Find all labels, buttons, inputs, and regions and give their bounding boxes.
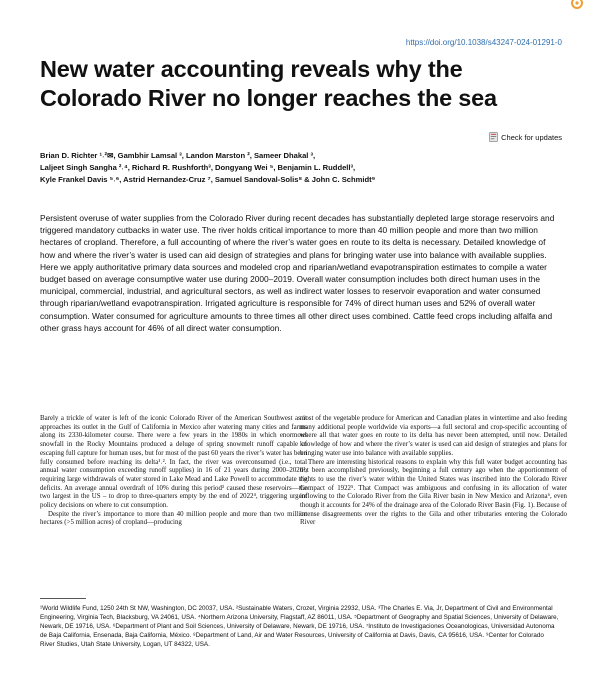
author-line: Brian D. Richter ¹˒²✉, Gambhir Lamsal ³, Landon Marston ², Sameer Dhakal ³, <box>40 151 316 160</box>
check-updates-label: Check for updates <box>501 132 562 142</box>
abstract: Persistent overuse of water supplies from the Colorado River during recent decades has substantially depleted large storage reservoirs and triggered mandatory cutbacks in water use. The river holds critical importance to more than 40 million people and more than two million hectares of cropland. Therefore, a full accounting of where the river’s water goes en route to its delta is necessary. Detailed knowledge of how and where the river’s water is used can aid design of strategies and plans for bringing water use into balance with available supplies. Here we apply authoritative primary data sources and modeled crop and riparian/wetland evapotranspiration estimates to compile a water budget based on average consumptive water use during 2000–2019. Overall water consumption includes both direct human uses in the municipal, commercial, industrial, and agricultural sectors, as well as indirect water losses to reservoir evaporation and water consumed through riparian/wetland evapotranspiration. Irrigated agriculture is responsible for 74% of direct human uses and 52% of overall water consumption. Water consumed for agriculture amounts to three times all other direct uses combined. Cattle feed crops including alfalfa and other grass hays account for 46% of all direct water consumption. <box>40 213 555 333</box>
footnote-divider <box>40 598 86 599</box>
affiliations: ¹World Wildlife Fund, 1250 24th St NW, Washington, DC 20037, USA. ²Sustainable Waters, Crozet, Virginia 22932, USA. ³The Charles E. Via, Jr, Department of Civil and Environmental Engineering, Virginia Tech, Blacksburg, VA 24061, USA. ⁴Northern Arizona University, Flagstaff, AZ 86011, USA. ⁵Department of Geography and Spatial Sciences, University of Delaware, Newark, DE 19716, USA. ⁶Department of Plant and Soil Sciences, University of Delaware, Newark, DE 19716, USA. ⁷Instituto de Investigaciones Oceanologicas, Universidad Autonoma de Baja California, Ensenada, Baja California, México. ⁸Department of Land, Air and Water Resources, University of California at Davis, Davis, CA 95616, USA. ⁹Center for Colorado River Studies, Utah State University, Logan, UT 84322, USA. <box>40 605 559 649</box>
body-column-left <box>40 415 307 528</box>
journal-logo-icon <box>571 0 583 12</box>
author-line: Kyle Frankel Davis ⁵˒⁶, Astrid Hernandez-Cruz ⁷, Samuel Sandoval-Solis⁸ & John C. Schmidt⁹ <box>40 174 376 184</box>
article-title: New water accounting reveals why the Colorado River no longer reaches the sea <box>40 56 497 111</box>
body-paragraph: There are interesting historical reasons to explain why this full water budget accounting has not been accomplished previously, beginning a full century ago when the apportionment of rights to use the river’s water within the United States was inscribed into the Colorado River Compact of 1922⁵. That Compact was ambiguous and confusing in its allocation of water inflowing to the Colorado River from the Gila River basin in New Mexico and Arizona⁶, even though it accounts for 24% of the drainage area of the Colorado River Basin (Fig. 1). Because of intense disagreements over the rights to the Gila and other tributaries entering the Colorado River <box>300 458 567 527</box>
author-line: Laljeet Singh Sangha ²˒⁴, Richard R. Rushforth³, Dongyang Wei ⁵, Benjamin L. Ruddell³, <box>40 162 356 172</box>
doi-link[interactable]: https://doi.org/10.1038/s43247-024-01291-0 <box>405 38 562 47</box>
body-paragraph: Barely a trickle of water is left of the iconic Colorado River of the American Southwest as it approaches its outlet in the Gulf of California in Mexico after watering many cities and farms along its 2330-kilometer course. There were a few years in the 1980s in which enormous snowfall in the Rocky Mountains produced a deluge of spring snowmelt runoff capable of escaping full capture for human uses, but for most of the past 60 years the river’s water has been fully consumed before reaching its delta¹˒². In fact, the river was overconsumed (i.e., total annual water consumption exceeding runoff supplies) in 16 of 21 years during 2000–2020³, requiring large withdrawals of water stored in Lake Mead and Lake Powell to accommodate the deficits. An average annual overdraft of 10% during this period³ caused these reservoirs—the two largest in the US – to drop to three-quarters empty by the end of 2022⁴, triggering urgent policy decisions on where to cut consumption. <box>40 415 307 510</box>
author-list <box>40 150 560 185</box>
body-paragraph: most of the vegetable produce for American and Canadian plates in wintertime and also feeding many additional people worldwide via exports—a full sectoral and crop-specific accounting of where all that water goes en route to its delta has never been attempted, until now. Detailed knowledge of how and where the river’s water is used can aid design of strategies and plans for bringing water use into balance with available supplies. <box>300 415 567 457</box>
body-column-right <box>300 415 567 528</box>
check-updates-icon <box>489 132 498 142</box>
body-paragraph: Despite the river’s importance to more than 40 million people and more than two million hectares (>5 million acres) of cropland—producing <box>40 510 307 527</box>
check-for-updates-button[interactable] <box>489 132 562 142</box>
